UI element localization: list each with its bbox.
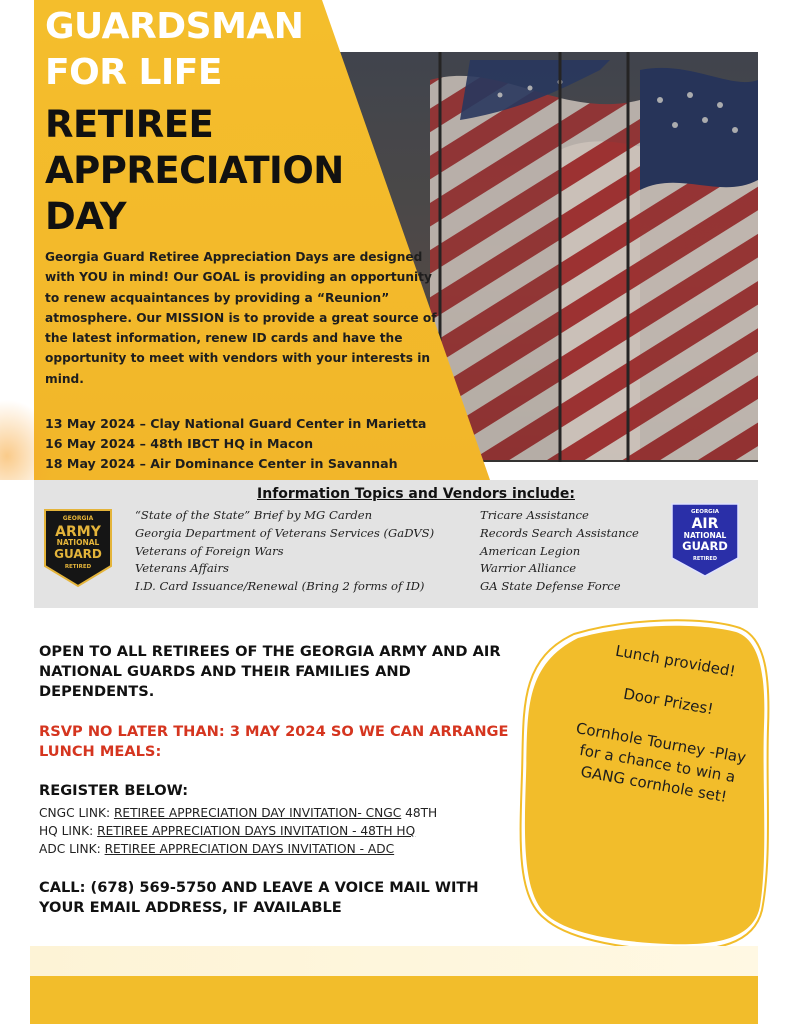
link-prefix: ADC LINK: [39,842,105,856]
air-badge-l3: GUARD [682,539,728,553]
army-badge-l2: NATIONAL [56,538,100,547]
army-badge-top: GEORGIA [62,515,94,522]
link-suffix: 48TH [401,806,438,820]
date-line: 16 May 2024 – 48th IBCT HQ in Macon [45,436,314,451]
door-prizes: Door Prizes! [622,684,715,719]
link-prefix: CNGC LINK: [39,806,114,820]
title-guardsman: GUARDSMAN [45,6,304,47]
call-instructions: CALL: (678) 569-5750 AND LEAVE A VOICE MAIL WITH YOUR EMAIL ADDRESS, IF AVAILABLE [39,879,479,916]
title-day: DAY [45,195,127,238]
hq-link-line [39,822,415,840]
topics-right-column [480,507,639,596]
air-badge-l2: NATIONAL [683,531,727,540]
link-prefix: HQ LINK: [39,824,98,838]
air-national-guard-badge [670,502,740,578]
adc-registration-link[interactable]: RETIREE APPRECIATION DAYS INVITATION - ADC [104,842,395,856]
topic-item: American Legion [480,543,581,558]
eligibility-text: OPEN TO ALL RETIREES OF THE GEORGIA ARMY AND AIR NATIONAL GUARDS AND THEIR FAMILIES AND DEPENDENTS. [39,643,501,700]
title-retiree: RETIREE [45,103,214,146]
adc-link-line [39,840,394,858]
topics-left-column [135,507,434,596]
cornhole-tourney: Cornhole Tourney -Play for a chance to win a GANG cornhole set! [574,719,748,806]
lunch-provided: Lunch provided! [614,641,737,681]
cngc-registration-link[interactable]: RETIREE APPRECIATION DAY INVITATION- CNGC [113,806,402,820]
topic-item: Warrior Alliance [480,561,577,576]
hq-registration-link[interactable]: RETIREE APPRECIATION DAYS INVITATION - 48TH [97,824,393,838]
cngc-link-line [39,804,437,822]
army-badge-l1: ARMY [55,524,101,540]
topic-item: GA State Defense Force [480,579,621,594]
intro-paragraph: Georgia Guard Retiree Appreciation Days are designed with YOU in mind! Our GOAL is providing an opportunity to renew acquaintances by providing a “Reunion” atmosphere. Our MISSION is to provide a great source of the latest information, renew ID cards and have the opportunity to meet with vendors with your interests in mind. [45,250,437,386]
perks-text [554,636,770,833]
topic-item: Veterans Affairs [135,561,229,576]
topic-item: I.D. Card Issuance/Renewal (Bring 2 forms of ID) [135,579,425,594]
topic-item: Tricare Assistance [480,508,589,522]
army-badge-bottom: RETIRED [64,564,92,570]
rsvp-deadline: RSVP NO LATER THAN: 3 MAY 2024 SO WE CAN ARRANGE LUNCH MEALS: [39,723,509,760]
event-dates [45,414,445,474]
army-badge-l3: GUARD [54,547,102,561]
register-heading: REGISTER BELOW: [39,782,189,799]
title-appreciation: APPRECIATION [45,149,344,192]
topic-item: Georgia Department of Veterans Services (GaDVS) [135,525,435,540]
army-national-guard-badge [43,508,113,588]
topics-heading: Information Topics and Vendors include: [257,486,575,502]
bottom-stripe [30,946,758,1024]
air-badge-top: GEORGIA [691,509,719,515]
hq-registration-link-suffix[interactable]: HQ [392,824,416,838]
date-line: 13 May 2024 – Clay National Guard Center in Marietta [45,416,427,431]
topics-band [34,480,758,608]
date-line: 18 May 2024 – Air Dominance Center in Savannah [45,456,398,471]
topic-item: Records Search Assistance [480,525,639,540]
topic-item: Veterans of Foreign Wars [135,543,284,558]
air-badge-bottom: RETIRED [693,556,717,562]
topic-item: “State of the State” Brief by MG Carden [135,508,373,522]
air-badge-l1: AIR [691,516,719,532]
title-for-life: FOR LIFE [45,52,222,93]
